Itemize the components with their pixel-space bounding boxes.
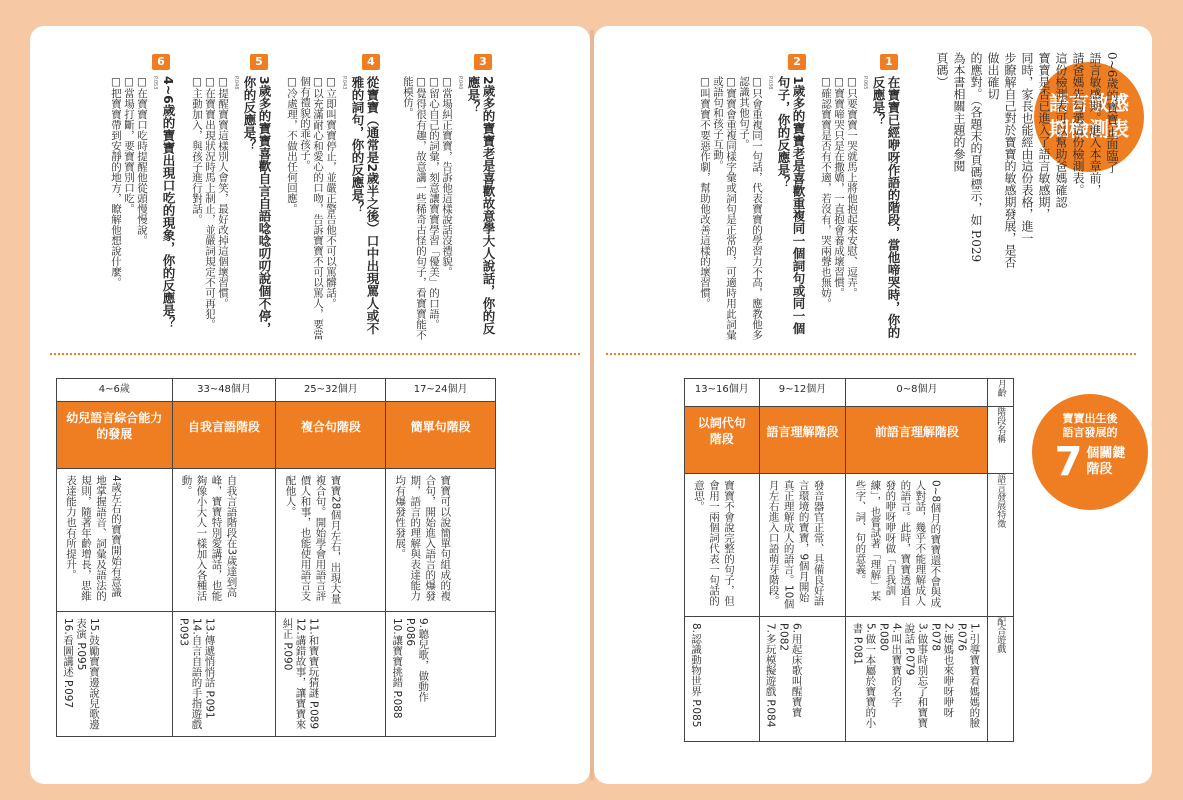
stage-name: 以詞代句階段 <box>697 416 746 446</box>
stage-cell <box>172 402 276 469</box>
stage-cell <box>759 407 846 474</box>
question-number: 4 <box>362 54 380 70</box>
stage-name: 幼兒語言綜合能力的發展 <box>66 411 163 441</box>
games-cell <box>846 617 988 742</box>
intro-line: 的應對。（各題末的頁碼標示，如 P.029 為本書相關主題的參閱 <box>952 52 983 263</box>
stages-table-left <box>56 378 496 737</box>
games-cell <box>386 612 496 737</box>
badge2-line-1: 寶寶出生後 <box>1062 412 1118 425</box>
question-title: 從寶寶（通常是2歲半之後）口中出現罵人或不雅的詞句，你的反應是？ <box>350 76 380 335</box>
game-item[interactable]: 7.多玩模擬遊戲 P.084 <box>764 623 777 728</box>
option-item[interactable]: □留心自己的詞彙，刻意讓寶寶學習「優美」的口語。 <box>428 76 440 330</box>
question-number: 2 <box>788 54 806 70</box>
option-item[interactable]: □只會重複同一句話，代表寶寶的學習力不高，應教他多認識其他句子。 <box>738 76 763 340</box>
game-item[interactable]: 6.用起床歌叫醒寶寶 P.082 <box>777 623 803 718</box>
intro-line: 頁碼） <box>935 52 949 88</box>
badge-line-2: 期檢測表 <box>1049 117 1129 141</box>
games-cell <box>172 612 276 737</box>
option-item[interactable]: □寶寶會重複同樣字彙或詞句是正常的，可適時用此詞彙或語句和孩子互動。 <box>712 76 737 340</box>
game-item[interactable]: 2.媽媽也來咿呀咿呀 P.078 <box>929 623 955 718</box>
game-item[interactable]: 16.看圖講述 P.097 <box>62 618 74 709</box>
stage-cell <box>276 402 386 469</box>
age-cell: 13~16個月 <box>685 379 760 407</box>
page-gutter <box>590 30 594 780</box>
intro-text <box>930 52 1120 272</box>
games-cell <box>759 617 846 742</box>
games-cell <box>276 612 386 737</box>
stage-name: 簡單句階段 <box>410 420 471 434</box>
game-list <box>846 617 984 741</box>
question-block <box>96 76 176 346</box>
game-item[interactable]: 4.叫出寶寶的名字 P.080 <box>877 623 903 707</box>
question-title: 在寶寶已經咿呀作語的階段，當他啼哭時，你的反應是？ <box>871 76 901 339</box>
option-item[interactable]: □當場打斷，要寶寶別口吃。 <box>123 76 135 214</box>
desc-cell <box>276 469 386 612</box>
game-item[interactable]: 10.讓寶寶挑錯 P.088 <box>391 618 404 719</box>
stage-description: 發音器官正常、具備良好語言環境的寶寶，9個月開始真正理解成人的語言。10個月左右進入口語萌芽階段。 <box>767 480 825 609</box>
badge2-line-3: 個關鍵 <box>1086 446 1126 461</box>
option-item[interactable]: □提醒寶寶這樣別人會笑，最好改掉這個壞習慣。 <box>217 76 229 309</box>
game-item[interactable]: 12.講錯故事，讓寶寶來糾正 P.090 <box>281 618 307 730</box>
question-title: 3歲多的寶寶喜歡自言自語唸唸叨叨說個不停，你的反應是？ <box>242 76 272 335</box>
option-item[interactable]: □確認寶寶是否有不適，若沒有，哭兩聲也無妨。 <box>820 76 832 309</box>
game-item[interactable]: 13.傳遞悄悄話 P.091 <box>203 618 216 719</box>
game-item[interactable]: 14.自言自語的手指遊戲 P.093 <box>177 618 203 730</box>
page-ref: P.038 <box>767 76 773 90</box>
question-number: 3 <box>474 54 492 70</box>
intro-line: 同時，家長也能經由這份表格，進一 <box>1020 52 1034 244</box>
stages-table-right <box>684 378 1014 742</box>
row-label-stage: 階段名稱 <box>988 407 1014 474</box>
stage-cell <box>57 402 173 469</box>
age-cell: 17~24個月 <box>386 379 496 402</box>
page-ref: P.048 <box>233 76 239 90</box>
question-block <box>400 76 496 346</box>
stage-description: 寶寶不會說完整的句子，但會用一兩個詞代表一句話的意思。 <box>693 480 735 606</box>
option-item[interactable]: □把寶寶帶到安靜的地方，瞭解他想說什麼。 <box>110 76 122 288</box>
option-item[interactable]: □叫寶寶不要惡作劇，幫助他改善這樣的壞習慣。 <box>699 76 711 309</box>
stage-name: 自我言語階段 <box>188 420 261 434</box>
stage-description: 自我言語階段在3歲達到高峰，寶寶特別愛講話，也能夠像小大人一樣加入各種活動。 <box>180 475 238 601</box>
option-item[interactable]: □主動加入，與孩子進行對話。 <box>191 76 203 225</box>
game-list <box>173 612 220 736</box>
option-item[interactable]: □冷處理，不做出任何回應。 <box>286 76 298 214</box>
badge2-line-2: 語言發展的 <box>1062 426 1118 439</box>
game-item[interactable]: 9.聽兒歌，做動作 P.086 <box>404 618 430 702</box>
row-label-age: 月齡 <box>988 379 1014 407</box>
age-cell: 33~48個月 <box>172 379 276 402</box>
badge2-big-number: 7 <box>1054 439 1083 485</box>
stage-name: 複合句階段 <box>300 420 361 434</box>
section-divider <box>50 353 580 355</box>
question-block <box>686 76 806 346</box>
games-cell <box>57 612 173 737</box>
stage-description: 4歲左右的寶寶開始有意識地掌握語音、詞彙及語法的規則，隨著年齡增長，思維表達能力也有所提升。 <box>65 475 122 601</box>
option-item[interactable]: □在寶寶出現狀況時馬上制止，並嚴詞規定不可再犯。 <box>204 76 216 330</box>
desc-cell <box>172 469 276 612</box>
intro-line: 0~6歲的寶寶正面臨了 <box>1105 52 1119 174</box>
game-item[interactable]: 1.引導寶寶看媽媽的臉 P.076 <box>955 623 981 728</box>
game-item[interactable]: 8.認識動物世界 P.085 <box>690 623 702 728</box>
question-number: 1 <box>880 54 898 70</box>
intro-line: 這份檢測表可以幫助爸媽確認 <box>1054 52 1068 208</box>
age-cell: 4~6歲 <box>57 379 173 402</box>
question-title: 2歲多的寶寶老是喜歡故意學大人說話，你的反應是？ <box>466 76 496 335</box>
stage-description: 0~8個月的寶寶還不會與成人對話，幾乎不能理解成人的語言。此時，寶寶透過自發的咿呀咿呀做「自我訓練」，也嘗試著「理解」某些字、詞、句的意義。 <box>854 480 942 608</box>
desc-cell <box>685 474 760 617</box>
badge-seven-stages <box>1032 394 1148 510</box>
badge-line-1: 語言敏感 <box>1049 91 1129 115</box>
games-cell <box>685 617 760 742</box>
intro-line: 步瞭解自己對於寶寶的敏感期發展，是否做出確切 <box>986 52 1017 268</box>
game-list <box>685 617 706 741</box>
game-item[interactable]: 5.做一本屬於寶寶的小書 P.081 <box>851 623 877 728</box>
game-item[interactable]: 3.做事時別忘了和寶寶說話 P.079 <box>903 623 929 728</box>
intro-line: 語言敏感期。進入本章前， <box>1088 52 1102 196</box>
option-item[interactable]: □以充滿耐心和愛心的口吻，告訴寶寶不可以罵人，要當個有禮貌的乖孩子。 <box>299 76 324 340</box>
game-list <box>276 612 323 736</box>
option-item[interactable]: □覺得很有趣，故意講一些稀奇古怪的句子，看寶寶能不能模仿。 <box>402 76 427 340</box>
option-item[interactable]: □立即叫寶寶停止，並嚴正警告他不可以罵髒話。 <box>325 76 337 309</box>
game-list <box>386 612 433 736</box>
desc-cell <box>386 469 496 612</box>
game-list <box>760 617 807 741</box>
game-list <box>57 612 104 736</box>
desc-cell <box>759 474 846 617</box>
badge2-line-4: 階段 <box>1086 462 1113 477</box>
row-label-games: 配合遊戲 <box>988 617 1014 742</box>
desc-cell <box>846 474 988 617</box>
page-ref: P.043 <box>341 76 347 90</box>
question-block <box>280 76 380 346</box>
intro-line: 請爸媽先勾選這份檢測表。 <box>1071 52 1085 196</box>
stage-name: 語言理解階段 <box>766 425 839 439</box>
page-ref: P.053 <box>152 76 158 90</box>
game-item[interactable]: 11.和寶寶玩猜謎 P.089 <box>307 618 320 730</box>
option-item[interactable]: □當場糾正寶寶，告訴他這樣說話沒禮貌。 <box>441 76 453 277</box>
question-number: 5 <box>250 54 268 70</box>
page-ref: P.065 <box>862 76 868 90</box>
option-item[interactable]: □在寶寶口吃時提醒他從頭慢慢說。 <box>136 76 148 246</box>
stage-cell <box>846 407 988 474</box>
stage-name: 前語言理解階段 <box>874 425 959 439</box>
option-item[interactable]: □只要寶寶一哭就馬上將他抱起來安慰、逗弄。 <box>846 76 858 298</box>
stage-cell <box>386 402 496 469</box>
stage-description: 寶寶28個月左右，出現大量複合句。開始學會用語言評價人和事，也能使用語言支配他人。 <box>284 475 342 604</box>
age-cell: 0~8個月 <box>846 379 988 407</box>
question-title: 4~6歲的寶寶出現口吃的現象，你的反應是？ <box>161 76 176 329</box>
section-divider <box>606 353 1136 355</box>
option-item[interactable]: □寶寶啼哭只是在撒嬌，一直抱會養成壞習慣。 <box>833 76 845 298</box>
question-block <box>191 76 272 346</box>
question-number: 6 <box>152 54 170 70</box>
age-cell: 9~12個月 <box>759 379 846 407</box>
page-ref: P.040 <box>457 76 463 90</box>
question-title: 1歲多的寶寶老是喜歡重複同一個詞句或同一個句子，你的反應是？ <box>776 76 806 335</box>
desc-cell <box>57 469 173 612</box>
game-item[interactable]: 15.鼓勵寶寶邊說兒歌邊表演 P.095 <box>75 618 100 730</box>
age-cell: 25~32個月 <box>276 379 386 402</box>
row-label-feature: 語言發展特徵 <box>988 474 1014 617</box>
question-block <box>820 76 901 346</box>
intro-line: 寶寶是否已進入了語言敏感期， <box>1037 52 1051 220</box>
stage-cell <box>685 407 760 474</box>
stage-description: 寶寶可以說簡單句組成的複合句，開始進入語言的爆發期，語言的理解與表達能力均有爆發性發展。 <box>394 475 452 601</box>
